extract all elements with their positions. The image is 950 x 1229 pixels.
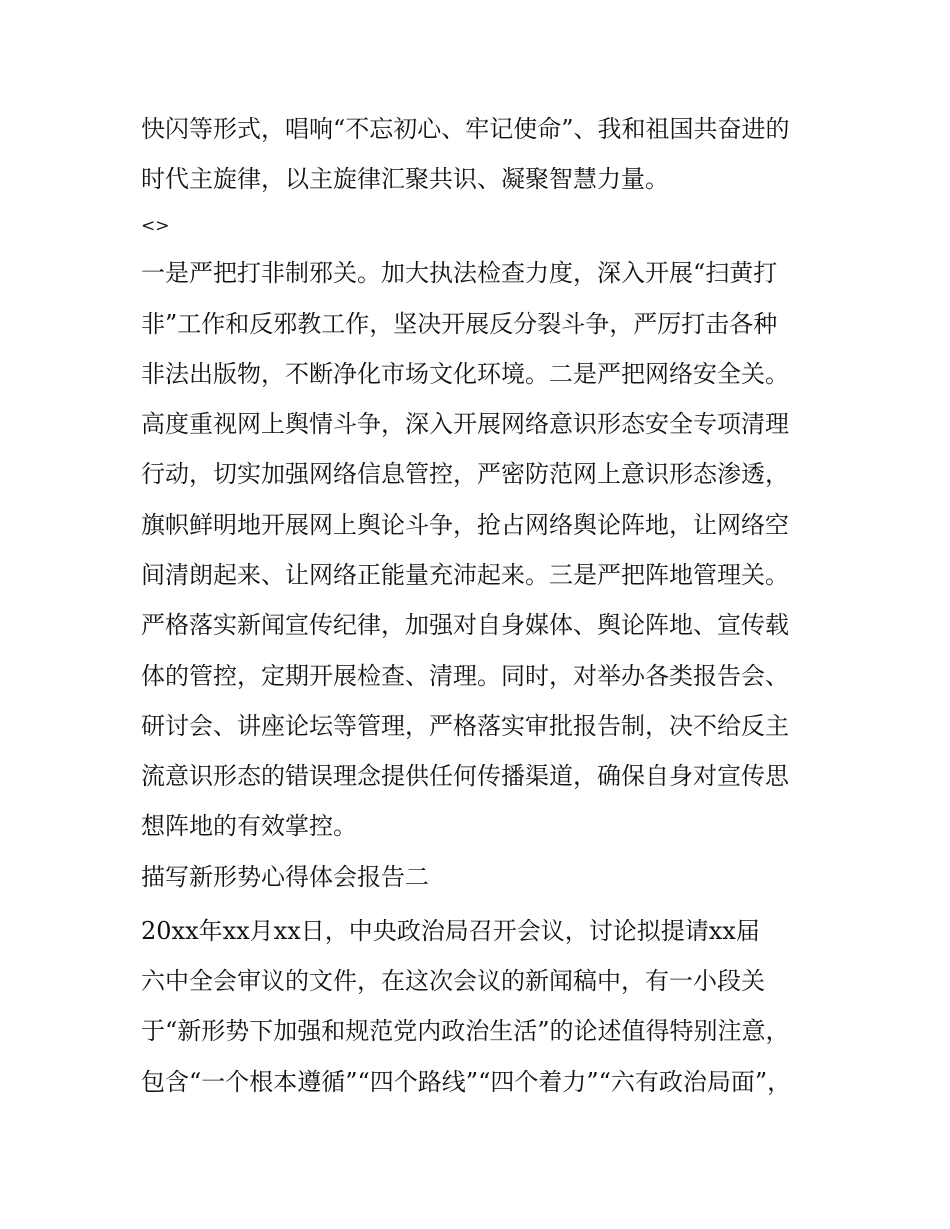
text-line-8: 行动，切实加强网络信息管控，严密防范网上意识形态渗透， (141, 460, 789, 488)
text-line-7: 高度重视网上舆情斗争，深入开展网络意识形态安全专项清理 (141, 410, 789, 438)
text-line-4: 一是严把打非制邪关。加大执法检查力度，深入开展“扫黄打 (141, 259, 778, 287)
text-line-15: 想阵地的有效掌控。 (141, 812, 357, 840)
text-line-20: 包含“一个根本遵循”“四个路线”“四个着力”“六有政治局面”， (141, 1068, 792, 1096)
text-line-12: 体的管控，定期开展检查、清理。同时，对举办各类报告会、 (141, 662, 789, 690)
text-line-3: <> (141, 216, 170, 236)
text-line-10: 间清朗起来、让网络正能量充沛起来。三是严把阵地管理关。 (141, 561, 789, 589)
text-line-14: 流意识形态的错误理念提供任何传播渠道，确保自身对宣传思 (141, 762, 789, 790)
text-line-9: 旗帜鲜明地开展网上舆论斗争，抢占网络舆论阵地，让网络空 (141, 511, 789, 539)
text-line-18: 六中全会审议的文件，在这次会议的新闻稿中，有一小段关 (141, 967, 765, 995)
text-line-19: 于“新形势下加强和规范党内政治生活”的论述值得特别注意， (141, 1017, 790, 1045)
text-line-2: 时代主旋律，以主旋律汇聚共识、凝聚智慧力量。 (141, 165, 669, 193)
text-line-17: 20xx年xx月xx日，中央政治局召开会议，讨论拟提请xx届 (141, 917, 760, 945)
section-heading: 描写新形势心得体会报告二 (141, 863, 429, 891)
text-line-6: 非法出版物，不断净化市场文化环境。二是严把网络安全关。 (141, 360, 789, 388)
text-line-11: 严格落实新闻宣传纪律，加强对自身媒体、舆论阵地、宣传载 (141, 611, 789, 639)
text-line-13: 研讨会、讲座论坛等管理，严格落实审批报告制，决不给反主 (141, 712, 789, 740)
text-line-1: 快闪等形式，唱响“不忘初心、牢记使命”、我和祖国共奋进的 (141, 115, 790, 143)
text-line-5: 非”工作和反邪教工作，坚决开展反分裂斗争，严厉打击各种 (141, 310, 778, 338)
